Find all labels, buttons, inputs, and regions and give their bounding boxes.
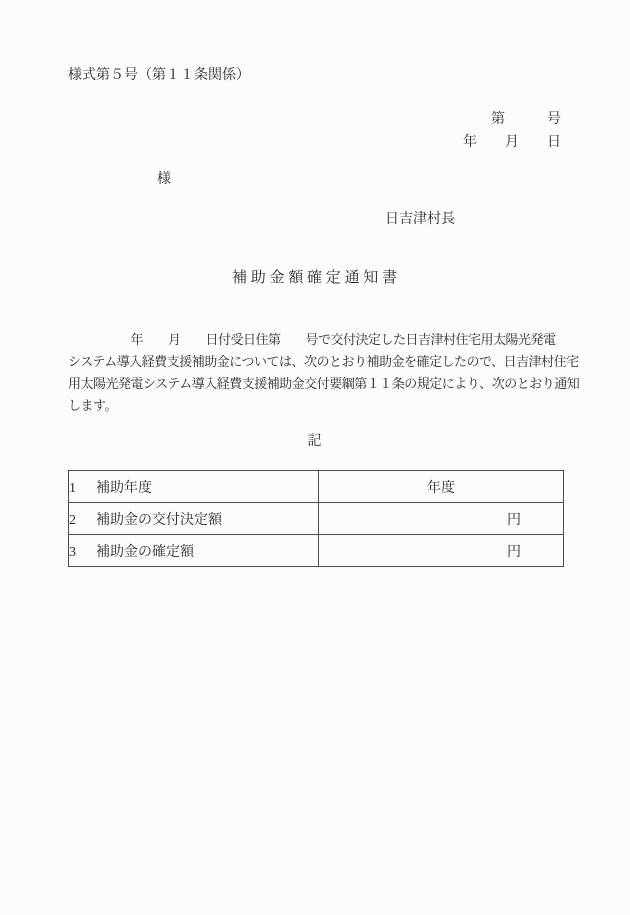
addressee-suffix: 様 <box>157 172 171 187</box>
table-row <box>69 471 564 503</box>
body-line: システム導入経費支援補助金については、次のとおり補助金を確定したので、日吉津村住宅 <box>68 354 579 369</box>
body-line: 年 月 日付受日住第 号で交付決定した日吉津村住宅用太陽光発電 <box>68 332 556 347</box>
table-row <box>69 535 564 567</box>
date-blank: 年 月 日 <box>463 135 561 150</box>
row-value-cell: 年度 <box>319 471 564 503</box>
document-number-blank: 第 号 <box>491 112 561 127</box>
body-paragraph <box>68 329 580 417</box>
section-marker-ki: 記 <box>307 434 322 449</box>
row-label-cell <box>69 535 319 567</box>
row-value-cell: 円 <box>319 535 564 567</box>
notice-table <box>68 470 564 567</box>
row-number: 1 <box>69 480 76 496</box>
row-number: 2 <box>69 512 76 528</box>
row-value-cell: 円 <box>319 503 564 535</box>
row-label-cell <box>69 471 319 503</box>
row-number: 3 <box>69 544 76 560</box>
row-label-cell <box>69 503 319 535</box>
page-title: 補 助 金 額 確 定 通 知 書 <box>231 270 397 286</box>
sender-name: 日吉津村長 <box>385 212 455 227</box>
body-line: 用太陽光発電システム導入経費支援補助金交付要綱第１１条の規定により、次のとおり通知 <box>68 376 580 391</box>
row-label: 補助金の確定額 <box>96 544 194 560</box>
row-label: 補助金の交付決定額 <box>96 512 222 528</box>
table-row <box>69 503 564 535</box>
row-label: 補助年度 <box>96 480 152 496</box>
form-number: 様式第５号（第１１条関係） <box>68 68 250 83</box>
body-line: します。 <box>68 398 117 413</box>
